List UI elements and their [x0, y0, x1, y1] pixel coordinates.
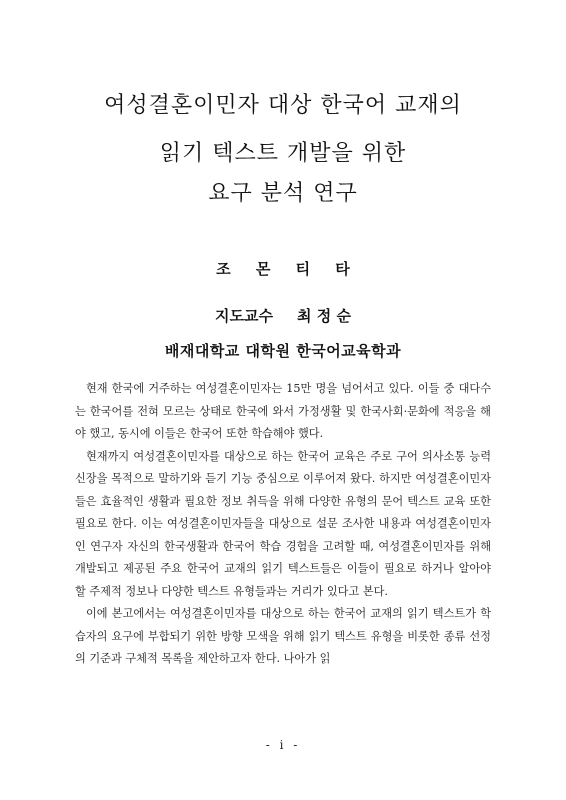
page-number: - i -	[265, 738, 301, 752]
abstract-paragraph-3: 이에 본고에서는 여성결혼이민자를 대상으로 하는 한국어 교재의 읽기 텍스트가 학습자의 요구에 부합되기 위한 방향 모색을 위해 읽기 텍스트 유형을 비롯한 종류 선정의 기준과 구체적 목록을 제안하고자 한다. 나아가 읽	[75, 607, 491, 665]
advisor-role: 지도교수	[215, 307, 274, 325]
abstract-paragraph-1: 현재 한국에 거주하는 여성결혼이민자는 15만 명을 넘어서고 있다. 이들 중 대다수는 한국어를 전혀 모르는 상태로 한국에 와서 가정생활 및 한국사회·문화에 적응을 해야 했고, 동시에 이들은 한국어 또한 학습해야 했다.	[75, 382, 491, 440]
abstract-body	[75, 378, 491, 671]
title-line-3: 요구 분석 연구	[208, 181, 358, 206]
title-line-1: 여성결혼이민자 대상 한국어 교재의	[104, 93, 462, 118]
author-name: 조 몬 티 타	[216, 260, 360, 278]
abstract-paragraph-2: 현재까지 여성결혼이민자를 대상으로 하는 한국어 교육은 주로 구어 의사소통 능력 신장을 목적으로 말하기와 듣기 기능 중심으로 이루어져 왔다. 하지만 여성결혼이민자들은 효율적인 생활과 필요한 정보 취득을 위해 다양한 유형의 문어 텍스트 교육 또한 필요로 한다. 이는 여성결혼이민자들을 대상으로 설문 조사한 내용과 여성결혼이민자인 연구자 자신의 한국생활과 한국어 학습 경험을 고려할 때, 여성결혼이민자를 위해 개발되고 제공된 주요 한국어 교재의 읽기 텍스트들은 이들이 필요로 하거나 알아야 할 주제적 정보나 다양한 텍스트 유형들과는 거리가 있다고 본다.	[75, 449, 491, 598]
advisor-line	[0, 305, 566, 326]
advisor-name: 최 정 순	[297, 307, 351, 325]
title-line-2: 읽기 텍스트 개발을 위한	[159, 141, 407, 166]
affiliation: 배재대학교 대학원 한국어교육학과	[164, 342, 402, 360]
